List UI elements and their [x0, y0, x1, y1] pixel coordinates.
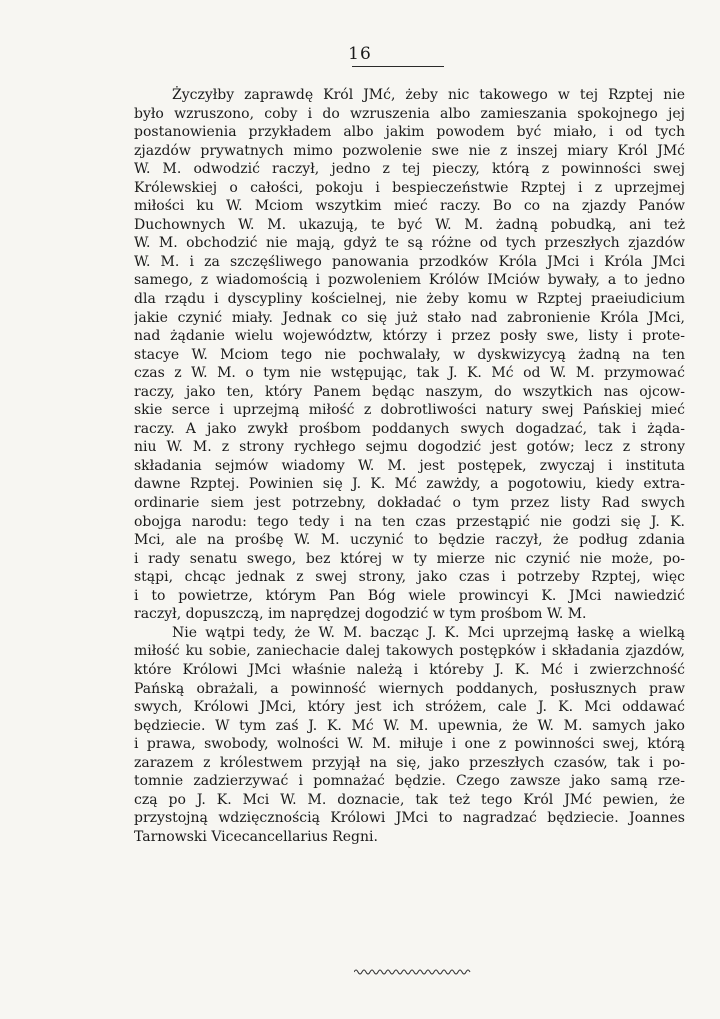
- text-line: Życzyłby zaprawdę Król JMć, żeby nic takowego w tej Rzptej nie: [172, 87, 685, 103]
- text-line: dawne Rzptej. Powinien się J. K. Mć zawżdy, a pogotowiu, kiedy extra-: [134, 476, 685, 493]
- text-line: będziecie. W tym zaś J. K. Mć W. M. upewnia, że W. M. samych jako: [134, 717, 685, 734]
- text-line: i prawa, swobody, wolności W. M. miłuje i one z powinności swej, którą: [134, 736, 685, 753]
- text-line: czas z W. M. o tym nie wstępując, tak J. K. Mć od W. M. przymować: [134, 365, 685, 382]
- text-line: tomnie zadzierzywać i pomnażać będzie. Czego zawsze jako samą rze-: [134, 773, 685, 790]
- text-line: samego, z wiadomością i pozwoleniem Królów IMciów bywały, a to jedno: [134, 272, 685, 289]
- text-line: jakie czynić miały. Jednak co się już stało nad zabronienie Króla JMci,: [134, 309, 685, 326]
- text-line: dla rządu i dyscypliny kościelnej, nie żeby komu w Rzptej praeiudicium: [134, 291, 685, 308]
- text-line: postanowienia przykładem albo jakim powodem być miało, i od tych: [134, 124, 685, 141]
- text-line: stacye W. Mciom tego nie pochwalały, w dyskwizycyą żadną na ten: [134, 346, 685, 363]
- text-line: swych, Królowi JMci, który jest ich stróżem, cale J. K. Mci oddawać: [134, 699, 685, 716]
- text-line: Pańską obrażali, a powinność wiernych poddanych, posłusznych praw: [134, 680, 685, 697]
- text-line: Duchownych W. M. ukazują, te być W. M. żadną pobudką, ani też: [134, 216, 685, 233]
- end-ornament: [354, 968, 472, 976]
- text-line: nad żądanie wielu województw, którzy i przez posły swe, listy i prote-: [134, 328, 685, 345]
- text-line: Królewskiej o całości, pokoju i bespieczeństwie Rzptej i z uprzejmej: [134, 179, 685, 196]
- text-line: W. M. obchodzić nie mają, gdyż te są różne od tych przeszłych zjazdów: [134, 235, 685, 252]
- text-line: obojga narodu: tego tedy i na ten czas przestąpić nie godzi się J. K.: [134, 513, 685, 530]
- text-line: skie serce i uprzejmą miłość z dobrotliwości natury swej Pańskiej mieć: [134, 402, 685, 419]
- text-line: niu W. M. z strony rychłego sejmu dogodzić jest gotów; lecz z strony: [134, 439, 685, 456]
- body-text: [134, 86, 685, 846]
- text-line: stąpi, chcąc jednak z swej strony, jako czas i potrzeby Rzptej, więc: [134, 569, 685, 586]
- text-line: Tarnowski Vicecancellarius Regni.: [134, 828, 378, 845]
- text-line: Nie wątpi tedy, że W. M. bacząc J. K. Mci uprzejmą łaskę a wielką: [172, 624, 685, 641]
- text-line: Mci, ale na prośbę W. M. uczynić to będzie raczył, że podług zdania: [134, 532, 685, 549]
- text-line: miłość ku sobie, zaniechacie dalej takowych postępków i składania zjazdów,: [134, 643, 685, 660]
- page-number: 16: [348, 44, 372, 64]
- header-rule: [352, 66, 444, 67]
- text-line: i rady senatu swego, bez której w ty mierze nic czynić nie może, po-: [134, 550, 685, 567]
- text-line: składania sejmów wiadomy W. M. jest postępek, zwyczaj i instituta: [134, 457, 685, 474]
- text-line: miłości ku W. Mciom wszytkim mieć raczy. Bo co na zjazdy Panów: [134, 198, 685, 215]
- text-line: zarazem z królestwem przyjął na się, jako przeszłych czasów, tak i po-: [134, 754, 685, 771]
- text-line: i to powietrze, którym Pan Bóg wiele prowincyi K. JMci nawiedzić: [134, 587, 685, 604]
- text-line: zjazdów prywatnych mimo pozwolenie swe nie z inszej miary Król JMć: [134, 142, 685, 159]
- text-line: które Królowi JMci właśnie należą i któreby J. K. Mć i zwierzchność: [134, 661, 685, 678]
- text-line: raczył, dopuszczą, im naprędzej dogodzić w tym prośbom W. M.: [134, 606, 587, 623]
- text-line: było wzruszono, coby i do wzruszenia albo zamieszania spokojnego jej: [134, 105, 685, 122]
- text-line: przystojną wdzięcznością Królowi JMci to nagradzać będziecie. Joannes: [134, 810, 685, 827]
- text-line: czą po J. K. Mci W. M. doznacie, tak też tego Król JMć pewien, że: [134, 791, 685, 808]
- text-line: W. M. i za szczęśliwego panowania przodków Króla JMci i Króla JMci: [134, 253, 685, 270]
- text-line: raczy, jako ten, który Panem będąc naszym, do wszytkich nas ojcow-: [134, 383, 685, 400]
- text-line: ordinarie siem jest potrzebny, dokładać o tym przez listy Rad swych: [134, 495, 685, 512]
- text-line: W. M. odwodzić raczył, jedno z tej pieczy, którą z powinności swej: [134, 161, 685, 178]
- text-line: raczy. A jako zwykł prośbom poddanych swych dogadzać, tak i żąda-: [134, 420, 685, 437]
